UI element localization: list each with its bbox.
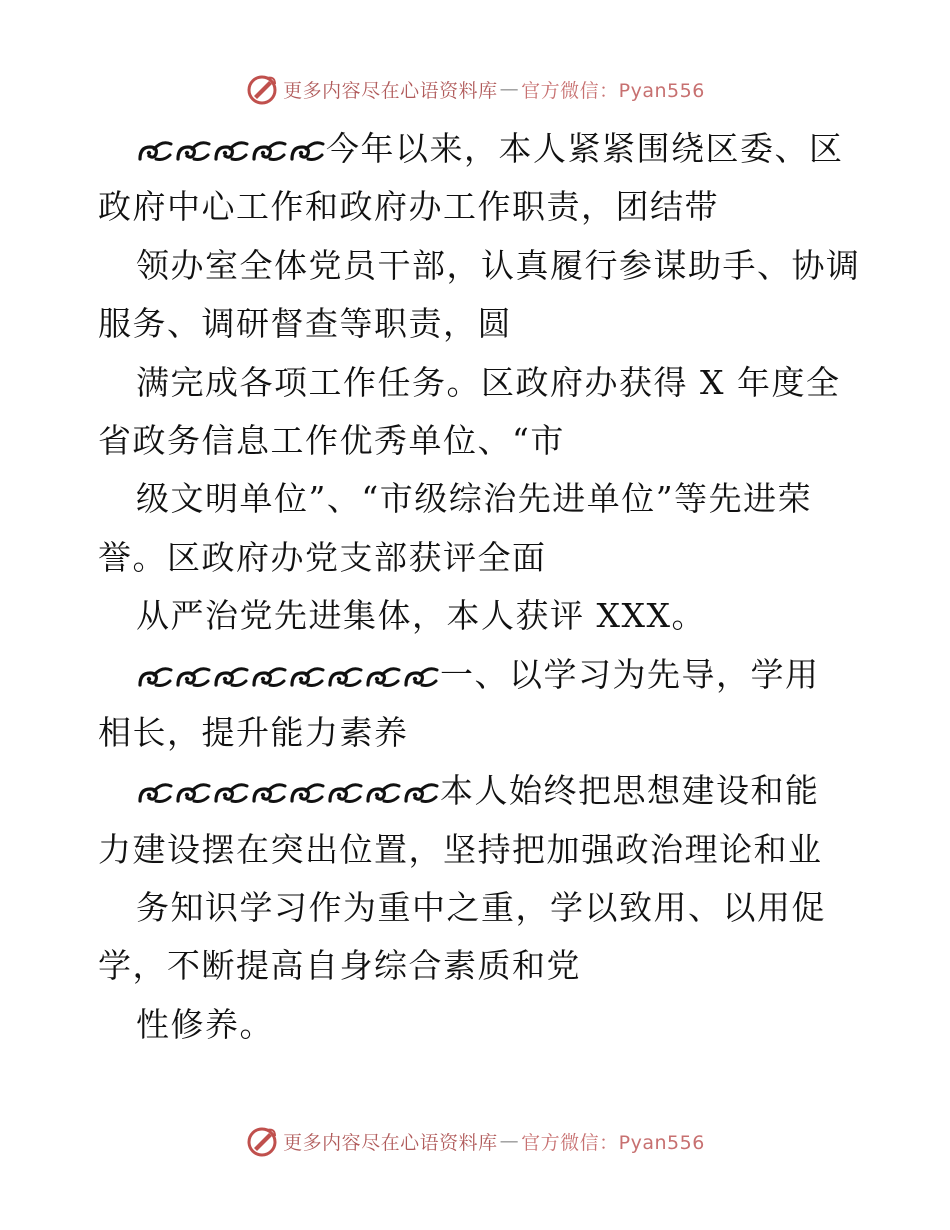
line-text: 满完成各项工作任务。区政府办获得 X 年度全 [136, 362, 841, 402]
curl-ornament-icon [288, 125, 326, 153]
document-line [98, 937, 858, 995]
banner-text: 更多内容尽在心语资料库 [283, 79, 498, 102]
document-line [98, 295, 858, 353]
curl-ornament-icon [212, 651, 250, 679]
document-line [98, 178, 858, 236]
curl-ornament-icon [174, 651, 212, 679]
line-text: 今年以来，本人紧紧围绕区委、区 [326, 129, 844, 168]
line-text: 级文明单位”、“市级综治先进单位”等先进荣 [136, 479, 813, 519]
curl-ornament-icon [364, 651, 402, 679]
footer-banner [0, 1124, 950, 1158]
curl-ornament-icon [250, 125, 288, 153]
line-text: 服务、调研督查等职责，圆 [98, 304, 512, 344]
curl-ornament-icon [174, 767, 212, 795]
pen-logo-icon [245, 1124, 279, 1158]
line-text: 省政务信息工作优秀单位、“市 [98, 420, 565, 460]
line-text: 政府中心工作和政府办工作职责，团结带 [98, 187, 719, 227]
curl-ornament-icon [136, 651, 174, 679]
line-text: 务知识学习作为重中之重，学以致用、以用促 [136, 888, 826, 928]
curl-ornament-icon [250, 651, 288, 679]
curl-ornament-icon [402, 767, 440, 795]
banner-wechat: 官方微信：Pyan556 [521, 1131, 705, 1154]
line-text: 领办室全体党员干部，认真履行参谋助手、协调 [136, 245, 861, 285]
document-line [98, 821, 858, 879]
ornament-group [136, 767, 440, 825]
curl-ornament-icon [326, 767, 364, 795]
curl-ornament-icon [250, 767, 288, 795]
line-text: 一、以学习为先导，学用 [440, 654, 820, 694]
document-line [98, 996, 858, 1054]
document-line [98, 412, 858, 470]
document-line [98, 879, 858, 937]
curl-ornament-icon [174, 125, 212, 153]
curl-ornament-icon [212, 125, 250, 153]
document-line [98, 529, 858, 587]
curl-ornament-icon [212, 767, 250, 795]
line-text: 誉。区政府办党支部获评全面 [98, 537, 547, 577]
document-body [98, 120, 861, 1054]
curl-ornament-icon [136, 125, 174, 153]
banner-dash: — [499, 1130, 520, 1152]
line-text: 从严治党先进集体，本人获评 XXX。 [136, 596, 706, 636]
document-line [98, 237, 861, 295]
document-line [98, 470, 858, 528]
line-text: 性修养。 [136, 1004, 274, 1044]
curl-ornament-icon [288, 651, 326, 679]
curl-ornament-icon [136, 767, 174, 795]
ornament-group [136, 651, 440, 709]
line-text: 相长，提升能力素养 [98, 712, 409, 752]
document-line [98, 120, 858, 178]
line-text: 本人始终把思想建设和能 [440, 771, 820, 811]
line-text: 力建设摆在突出位置，坚持把加强政治理论和业 [98, 829, 823, 869]
curl-ornament-icon [402, 651, 440, 679]
document-line [98, 704, 858, 762]
curl-ornament-icon [326, 651, 364, 679]
document-line [98, 354, 858, 412]
curl-ornament-icon [364, 767, 402, 795]
document-line [98, 646, 858, 704]
pen-logo-icon [245, 72, 279, 106]
banner-dash: — [499, 78, 520, 100]
document-line [98, 762, 858, 820]
line-text: 学，不断提高自身综合素质和党 [98, 946, 581, 986]
banner-wechat: 官方微信：Pyan556 [521, 79, 705, 102]
ornament-group [136, 125, 326, 183]
header-banner [0, 72, 950, 106]
curl-ornament-icon [288, 767, 326, 795]
document-line [98, 587, 858, 645]
banner-text: 更多内容尽在心语资料库 [283, 1131, 498, 1154]
